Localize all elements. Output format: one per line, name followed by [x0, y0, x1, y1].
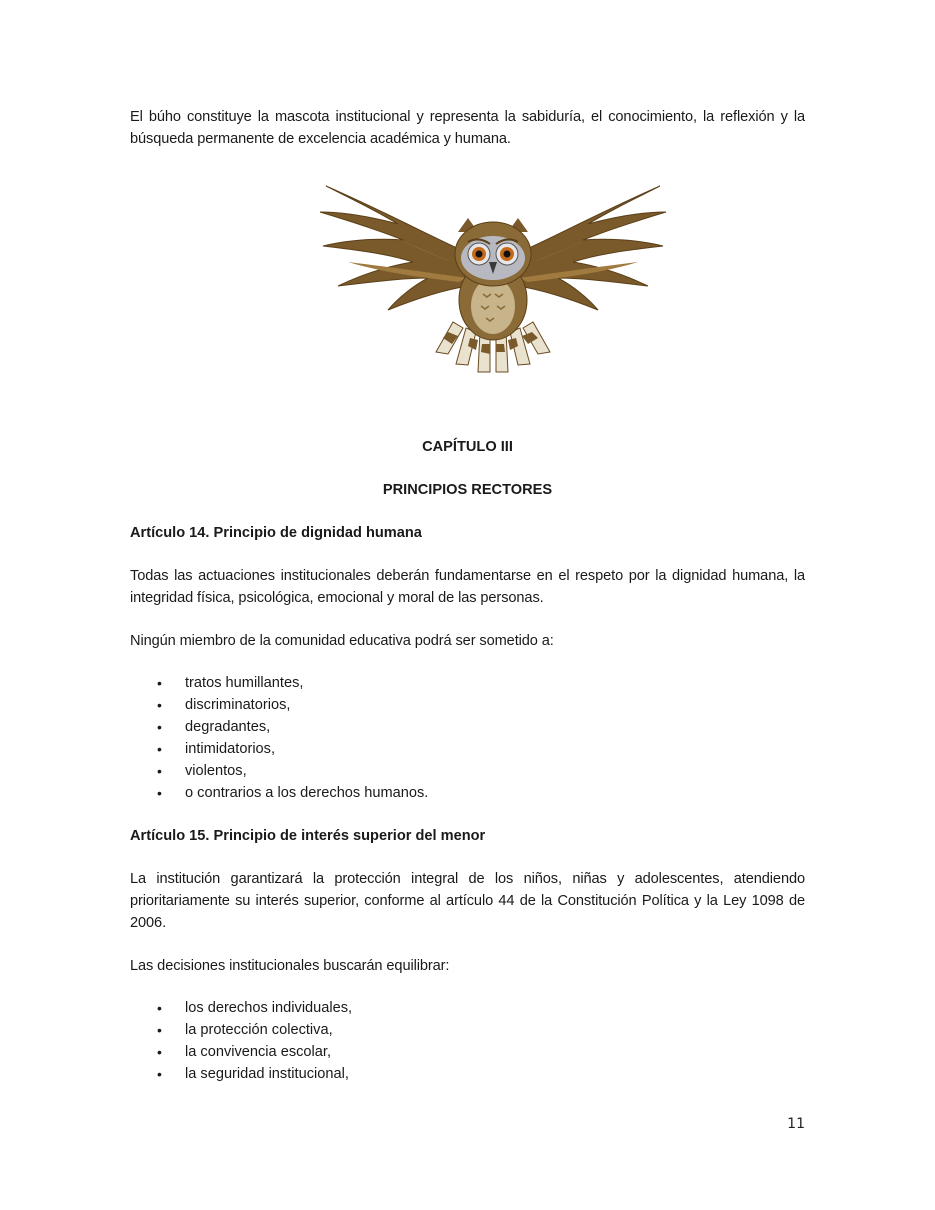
article-15-paragraph-2: Las decisiones institucionales buscarán equilibrar:: [130, 958, 450, 974]
list-item: • la protección colectiva,: [130, 1019, 352, 1041]
owl-mascot-image: [318, 182, 668, 382]
article-14-list: [130, 672, 428, 804]
list-item: • los derechos individuales,: [130, 997, 352, 1019]
article-15-heading: Artículo 15. Principio de interés superior del menor: [130, 828, 486, 844]
article-15-paragraph-1: La institución garantizará la protección integral de los niños, niñas y adolescentes, atendiendo prioritariamente su interés superior, conforme al artículo 44 de la Constitución Política y la Ley 1098 de 2006.: [130, 871, 805, 931]
list-item: • intimidatorios,: [130, 738, 428, 760]
list-item: • discriminatorios,: [130, 694, 428, 716]
article-14-paragraph-2: Ningún miembro de la comunidad educativa podrá ser sometido a:: [130, 633, 554, 649]
list-item: • tratos humillantes,: [130, 672, 428, 694]
article-14-heading: Artículo 14. Principio de dignidad humana: [130, 525, 422, 541]
page-number: 11: [787, 1116, 805, 1132]
chapter-title: PRINCIPIOS RECTORES: [382, 482, 553, 498]
list-item: • violentos,: [130, 760, 428, 782]
list-item: • la convivencia escolar,: [130, 1041, 352, 1063]
list-item: • la seguridad institucional,: [130, 1063, 352, 1085]
list-item: • o contrarios a los derechos humanos.: [130, 782, 428, 804]
intro-paragraph: El búho constituye la mascota institucional y representa la sabiduría, el conocimiento, la reflexión y la búsqueda permanente de excelencia académica y humana.: [130, 109, 805, 147]
article-15-list: [130, 997, 352, 1085]
article-14-paragraph-1: Todas las actuaciones institucionales deberán fundamentarse en el respeto por la dignidad humana, la integridad física, psicológica, emocional y moral de las personas.: [130, 568, 805, 606]
chapter-label: CAPÍTULO III: [422, 439, 513, 455]
list-item: • degradantes,: [130, 716, 428, 738]
